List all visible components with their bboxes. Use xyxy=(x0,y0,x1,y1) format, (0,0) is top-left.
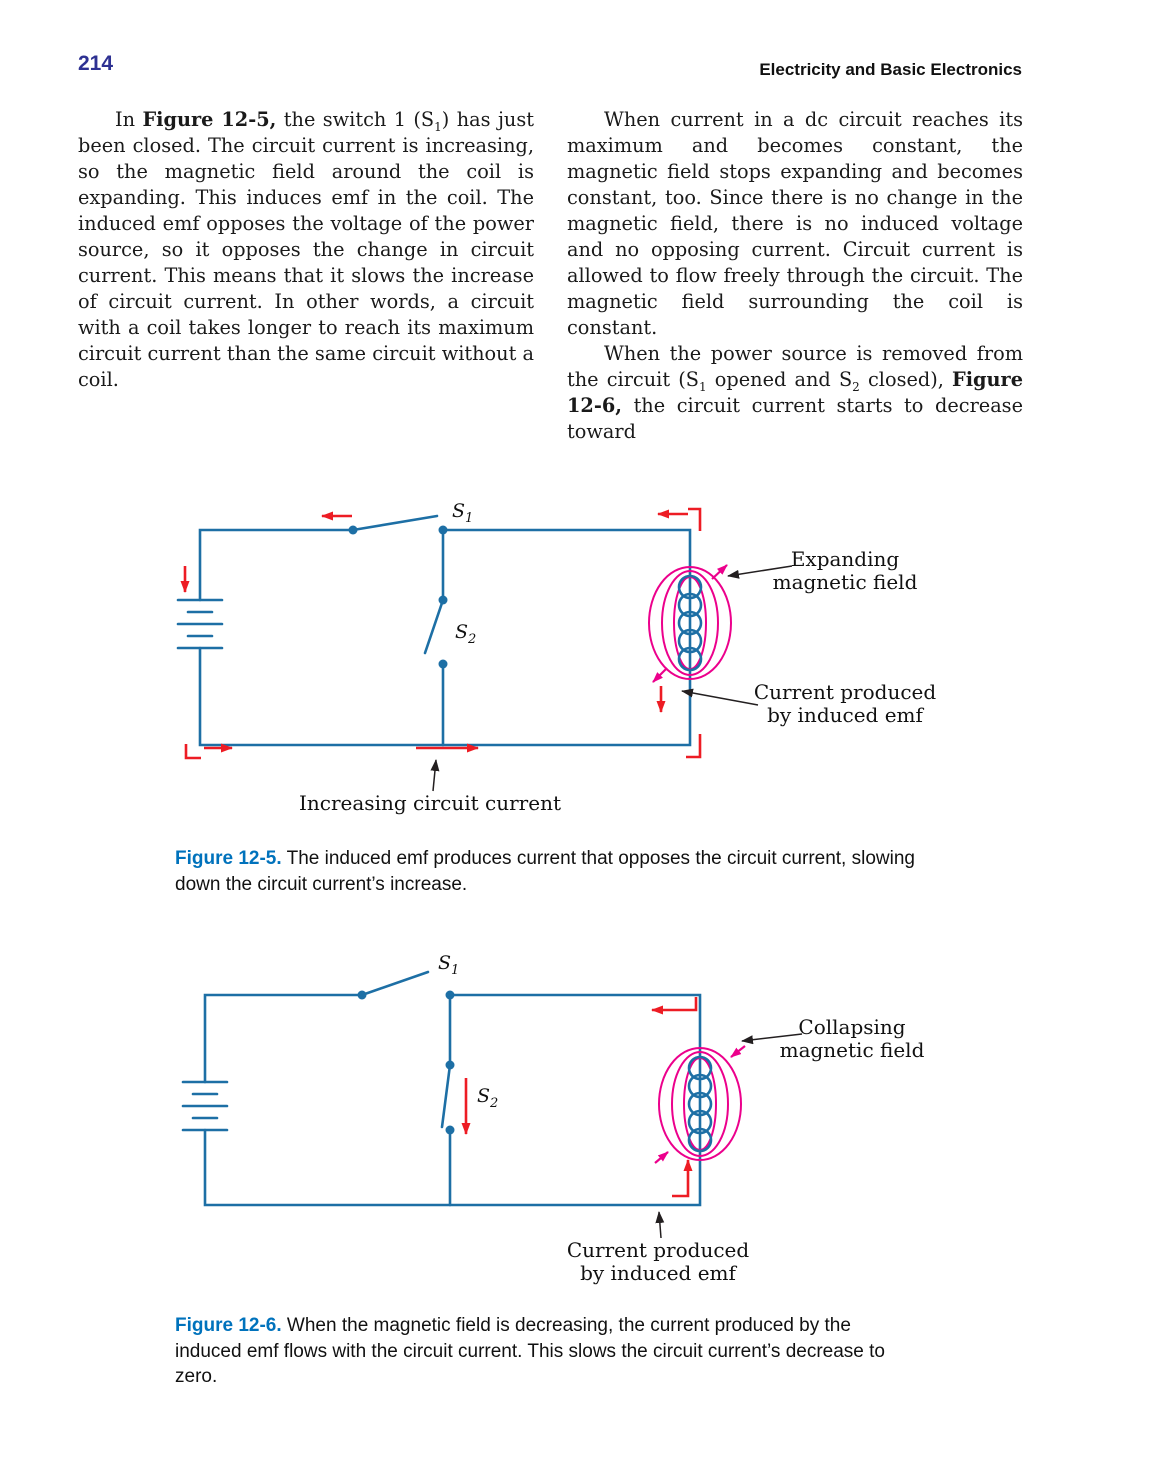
expanding-field-label-line2: magnetic field xyxy=(772,570,918,594)
battery-icon xyxy=(183,1082,227,1130)
switch-s1-label: $S_1$ xyxy=(452,500,474,526)
paragraph-text: When the power source is removed from the circuit (S xyxy=(567,342,1023,391)
battery-icon xyxy=(178,600,222,648)
expanding-field-label-line1: Expanding xyxy=(790,547,900,571)
paragraph-text: the switch 1 (S xyxy=(276,108,435,131)
switch-s1-label: $S_1$ xyxy=(438,952,460,978)
figure6-circuit xyxy=(183,952,925,1285)
subscript: 2 xyxy=(852,379,860,394)
figure-reference-bold: Figure 12-5, xyxy=(142,108,277,131)
current-direction-arrows xyxy=(466,997,696,1196)
switch-s2-label: $S_2$ xyxy=(477,1085,499,1111)
switch-s2 xyxy=(425,596,448,669)
circuit-wires xyxy=(200,530,690,745)
collapsing-field-label-line2: magnetic field xyxy=(779,1038,925,1062)
page-number: 214 xyxy=(78,52,114,75)
callout-arrows xyxy=(659,1034,802,1238)
switch-s2-label: $S_2$ xyxy=(455,621,477,647)
paragraph-text: When current in a dc circuit reaches its maximum and becomes constant, the magnetic field stops expanding and becomes constant, too. Since there is no change in the magnetic field, there is no induced voltage and no opposing current. Circuit current is allowed to flow freely through the circuit. The magnetic field surrounding the coil is constant. xyxy=(567,108,1023,339)
figure5-circuit xyxy=(178,500,936,815)
switch-s1 xyxy=(358,972,455,1000)
figure6-caption-label: Figure 12-6. xyxy=(175,1315,282,1336)
switch-s1 xyxy=(349,516,448,535)
induced-current-label-line1: Current produced xyxy=(566,1238,750,1262)
paragraph-text: the circuit current starts to decrease toward xyxy=(567,394,1023,443)
induced-current-label-line2: by induced emf xyxy=(767,703,923,727)
increasing-current-label: Increasing circuit current xyxy=(299,791,561,815)
figure6-caption-text: When the magnetic field is decreasing, the current produced by the induced emf flows with the circuit current. This slows the circuit current’s decrease to zero. xyxy=(175,1315,885,1387)
collapsing-field-label-line1: Collapsing xyxy=(798,1015,906,1039)
figure5-caption-label: Figure 12-5. xyxy=(175,848,282,869)
running-header: Electricity and Basic Electronics xyxy=(759,60,1022,79)
figure6-caption xyxy=(175,1313,920,1390)
subscript: 1 xyxy=(698,379,707,394)
switch-s2 xyxy=(442,1061,455,1135)
figure-reference-bold: Figure 12-6, xyxy=(567,368,1023,417)
paragraph-text: In xyxy=(115,108,143,131)
figure5-caption xyxy=(175,846,940,897)
induced-current-label-line1: Current produced xyxy=(753,680,937,704)
subscript: 1 xyxy=(434,119,442,134)
induced-current-label-line2: by induced emf xyxy=(580,1261,736,1285)
paragraph-text: closed), xyxy=(859,368,953,391)
circuit-wires xyxy=(205,995,700,1205)
paragraph-text: ) has just been closed. The circuit current is increasing, so the magnetic field around the coil is expanding. This induces emf in the coil. The induced emf opposes the voltage of the power source, so it opposes the change in circuit current. This means that it slows the increase of circuit current. In other words, a circuit with a coil takes longer to reach its maximum circuit current than the same circuit without a coil. xyxy=(78,108,534,391)
figure5-caption-text: The induced emf produces current that opposes the circuit current, slowing down the circuit current’s increase. xyxy=(175,848,915,895)
paragraph-text: opened and S xyxy=(706,368,853,391)
callout-arrows xyxy=(433,566,792,791)
